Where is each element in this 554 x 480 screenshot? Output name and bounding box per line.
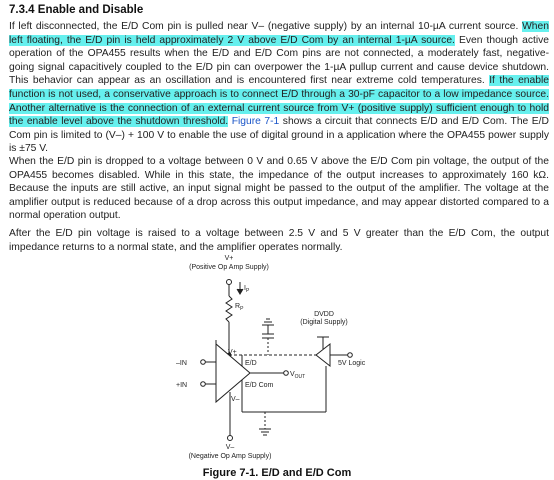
circuit-diagram [170, 252, 410, 464]
fig-vout-label: $V_{OUT}$ [290, 371, 306, 380]
paragraph-2: When the E/D pin is dropped to a voltage between 0 V and 0.65 V above the E/D Com pin voltage, the output of the OPA455 becomes disabled. While in this state, the impedance of the output increases to approximately 160 kΩ. Because the inputs are still active, an input signal might be passed to the output of the amplifier. The voltage at the amplifier output is reduced because of a drop across this output impedance, and may appear distorted compared to a normal operation output. [9, 156, 549, 222]
p1-highlight-3: Another alternative is the connection of an external current source from V+ (positive supply) sufficient enough to hold the enable level above the shutdown threshold. [9, 102, 549, 128]
paragraph-1 [9, 20, 549, 156]
vplus-terminal [227, 280, 232, 285]
figure-caption: Figure 7-1. E/D and E/D Com [202, 467, 352, 479]
fig-in-minus-label: –IN [176, 360, 187, 367]
fig-logic-label: 5V Logic [338, 360, 366, 367]
fig-amp-vminus: V– [231, 396, 240, 403]
fig-vplus-desc: (Positive Op Amp Supply) [189, 264, 269, 271]
fig-amp-vplus: V+ [228, 349, 237, 356]
fig-vminus-desc: (Negative Op Amp Supply) [188, 453, 272, 460]
resistor-rp [226, 296, 232, 322]
p1-sentence-1: If left disconnected, the E/D Com pin is pulled near V– (negative supply) by an internal 10-µA current source. [9, 21, 519, 32]
fig-vplus-label: V+ [224, 255, 234, 262]
figure-link[interactable]: Figure 7-1 [231, 116, 280, 128]
paragraph-3: After the E/D pin voltage is raised to a voltage between 2.5 V and 5 V greater than the E/D Com, the output impedance returns to a normal state, and the amplifier operates normally. [9, 228, 549, 253]
fig-dvdd-desc: (Digital Supply) [300, 319, 348, 326]
fig-ed-label: E/D [245, 360, 257, 367]
fig-ip-label: $I_P$ [244, 285, 250, 294]
section-heading: 7.3.4 Enable and Disable [9, 4, 144, 16]
p1-sentence-6: shows a circuit that connects E/D and E/D Com. The E/D Com pin is limited to (V–) + 100 V to enable the use of digital ground in a application where the OPA455 power supply is ±75 V. [9, 116, 549, 155]
fig-dvdd-label: DVDD [314, 311, 334, 318]
fig-vminus-label: V– [225, 444, 235, 451]
p1-sentence-3: Even though active operation of the OPA455 results when the E/D and E/D Com pins are not connected, a moderately fast, negative-going signal capacitively coupled to the E/D pin can overpower the 1-µA pullup current and cause device shutdown. This behavior can appear as an oscillation and is encountered first near extreme cold temperatures. [9, 34, 549, 87]
p1-highlight-1: When left floating, the E/D pin is held approximately 2 V above E/D Com by an internal 1-µA source. [9, 21, 549, 46]
fig-rp-label: $R_P$ [235, 303, 244, 312]
fig-in-plus-label: +IN [176, 382, 188, 389]
fig-edcom-label: E/D Com [245, 382, 274, 389]
p1-highlight-2: If the enable function is not used, a conservative approach is to connect E/D through a 30-pF capacitor to a low impedance source. [9, 75, 549, 100]
